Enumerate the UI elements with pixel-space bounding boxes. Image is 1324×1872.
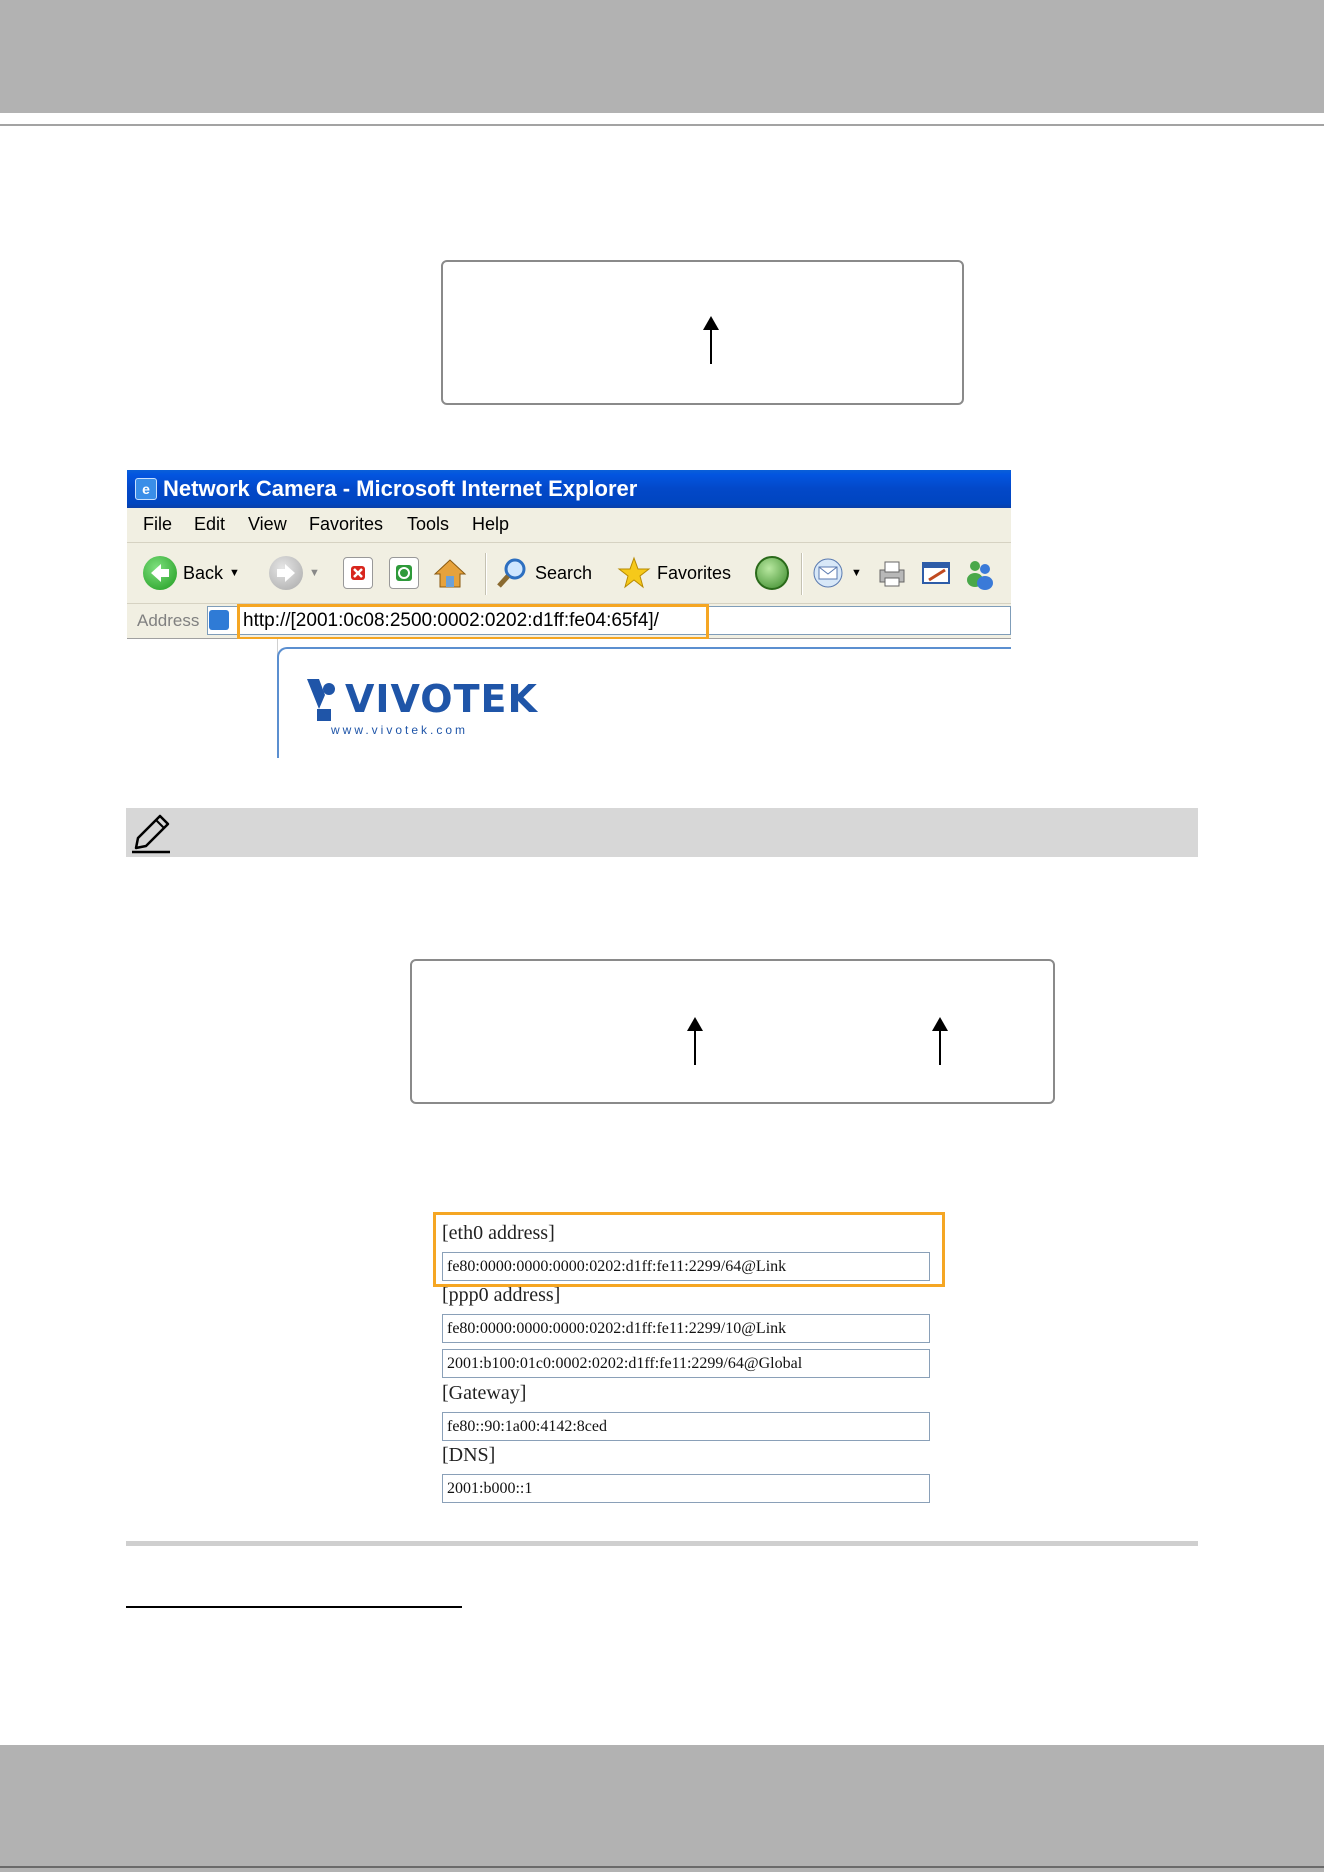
forward-button[interactable] <box>269 555 320 591</box>
star-icon <box>617 556 651 590</box>
print-button[interactable] <box>875 555 909 591</box>
menu-view[interactable]: View <box>248 514 287 534</box>
back-button[interactable]: Back ▼ <box>143 555 240 591</box>
address-value: http://[2001:0c08:2500:0002:0202:d1ff:fe04:65f4]/ <box>243 610 659 631</box>
history-icon <box>755 556 789 590</box>
menu-file[interactable]: File <box>143 514 173 534</box>
gateway-value: fe80::90:1a00:4142:8ced <box>447 1418 607 1435</box>
ppp0-link-value: fe80:0000:0000:0000:0202:d1ff:fe11:2299/10@Link <box>447 1320 787 1337</box>
footnote-rule <box>126 1606 462 1608</box>
history-button[interactable] <box>755 555 789 591</box>
search-icon <box>495 556 529 590</box>
browser-toolbar <box>127 543 1011 604</box>
dns-label: [DNS] <box>442 1444 496 1466</box>
search-button[interactable]: Search <box>495 555 592 591</box>
url-format-box <box>441 260 964 405</box>
forward-arrow-icon <box>269 556 303 590</box>
note-bar <box>126 808 1198 857</box>
ppp0-global-value-box <box>442 1349 930 1378</box>
menu-tools[interactable]: Tools <box>407 514 450 534</box>
home-button[interactable] <box>433 555 467 591</box>
pencil-note-icon <box>130 812 172 854</box>
page-icon <box>209 610 229 630</box>
address-format-box <box>410 959 1055 1104</box>
stop-button[interactable] <box>343 555 373 591</box>
messenger-button[interactable] <box>963 555 997 591</box>
edit-button[interactable] <box>919 555 953 591</box>
dns-value: 2001:b000::1 <box>447 1480 533 1497</box>
edit-page-icon <box>919 556 953 590</box>
camera-page-frame <box>277 647 1011 758</box>
home-icon <box>433 556 467 590</box>
header-rule <box>0 124 1324 126</box>
vivotek-logo-text: VIVOTEK <box>345 677 538 721</box>
address-label: Address <box>137 611 200 630</box>
favorites-button[interactable]: Favorites <box>617 555 731 591</box>
eth0-value: fe80:0000:0000:0000:0202:d1ff:fe11:2299/64@Link <box>447 1258 787 1275</box>
up-arrow-icon <box>929 1017 951 1065</box>
eth0-highlight <box>433 1212 945 1287</box>
toolbar-separator <box>801 553 803 595</box>
toolbar-separator <box>485 553 487 595</box>
ppp0-label: [ppp0 address] <box>442 1284 561 1306</box>
section-rule <box>126 1541 1198 1546</box>
browser-content <box>127 639 1011 758</box>
vivotek-logo-icon <box>307 679 337 723</box>
refresh-button[interactable] <box>389 555 419 591</box>
up-arrow-icon <box>700 316 722 364</box>
ppp0-global-value: 2001:b100:01c0:0002:0202:d1ff:fe11:2299/64@Global <box>447 1355 803 1372</box>
dns-value-box <box>442 1474 930 1503</box>
browser-window <box>127 470 1011 758</box>
address-highlight <box>237 604 709 640</box>
mail-dropdown-icon[interactable]: ▼ <box>851 567 862 579</box>
menu-favorites[interactable]: Favorites <box>309 514 384 534</box>
page-header-bar <box>0 0 1324 113</box>
mail-icon <box>811 556 845 590</box>
printer-icon <box>875 556 909 590</box>
address-bar <box>127 604 1011 639</box>
browser-title: Network Camera - Microsoft Internet Explorer <box>163 476 638 501</box>
menu-edit[interactable]: Edit <box>194 514 226 534</box>
browser-menu-bar <box>127 508 1011 543</box>
back-arrow-icon <box>143 556 177 590</box>
back-dropdown-icon[interactable]: ▼ <box>229 567 240 579</box>
messenger-icon <box>963 556 997 590</box>
menu-help[interactable]: Help <box>472 514 510 534</box>
stop-icon <box>343 557 373 589</box>
ppp0-link-value-box <box>442 1314 930 1343</box>
gateway-label: [Gateway] <box>442 1382 527 1404</box>
browser-title-bar <box>127 470 1011 508</box>
footer-bottom-line <box>0 1866 1324 1868</box>
browser-left-pane <box>127 639 278 758</box>
eth0-label: [eth0 address] <box>442 1222 555 1244</box>
forward-dropdown-icon[interactable]: ▼ <box>309 567 320 579</box>
up-arrow-icon <box>684 1017 706 1065</box>
gateway-value-box <box>442 1412 930 1441</box>
vivotek-logo-url: www.vivotek.com <box>331 723 469 737</box>
ie-logo-icon: e <box>135 478 157 500</box>
mail-button[interactable] <box>811 555 862 591</box>
refresh-icon <box>389 557 419 589</box>
page-footer-bar <box>0 1745 1324 1872</box>
